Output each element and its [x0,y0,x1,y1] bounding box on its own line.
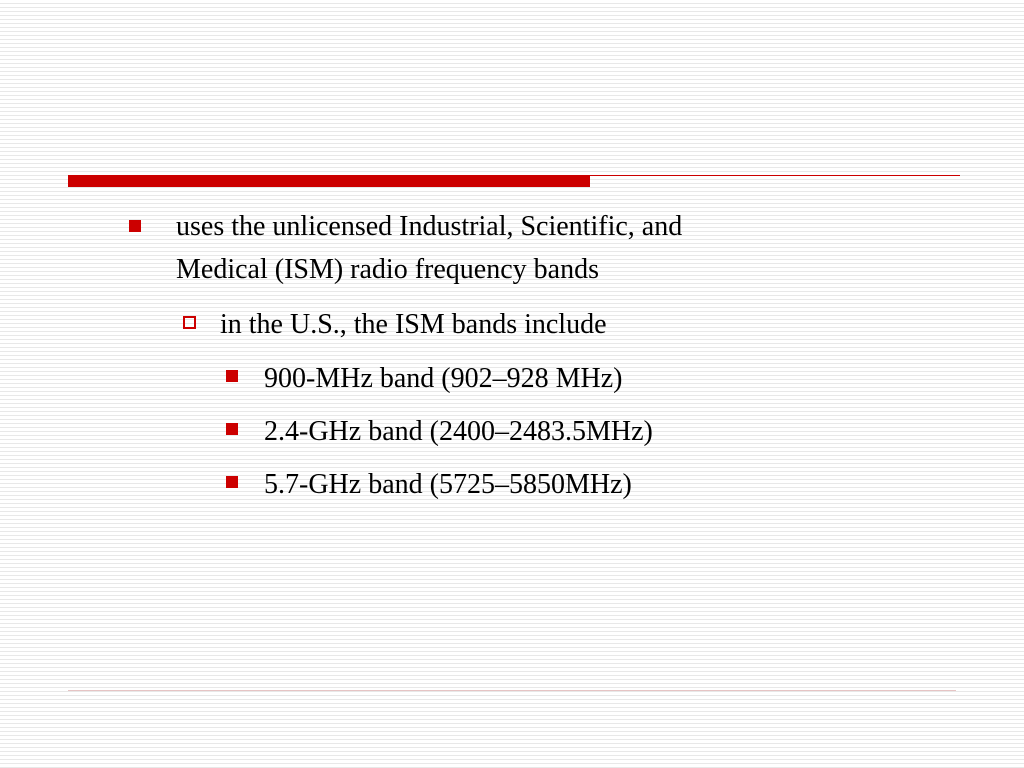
bullet-line: uses the unlicensed Industrial, Scientific, and [176,211,683,242]
filled-square-icon [129,220,141,232]
title-accent-line [590,175,960,176]
bullet-level3: 5.7-GHz band (5725–5850MHz) [264,469,632,500]
filled-square-icon [226,370,238,382]
bullet-level1 [176,205,682,291]
filled-square-icon [226,423,238,435]
bullet-level3: 900-MHz band (902–928 MHz) [264,363,623,394]
bullet-level2: in the U.S., the ISM bands include [220,309,607,340]
footer-divider [68,690,956,691]
title-accent-bar [68,175,590,187]
filled-square-icon [226,476,238,488]
bullet-level3: 2.4-GHz band (2400–2483.5MHz) [264,416,653,447]
bullet-line: Medical (ISM) radio frequency bands [176,254,599,285]
hollow-square-icon [183,316,196,329]
